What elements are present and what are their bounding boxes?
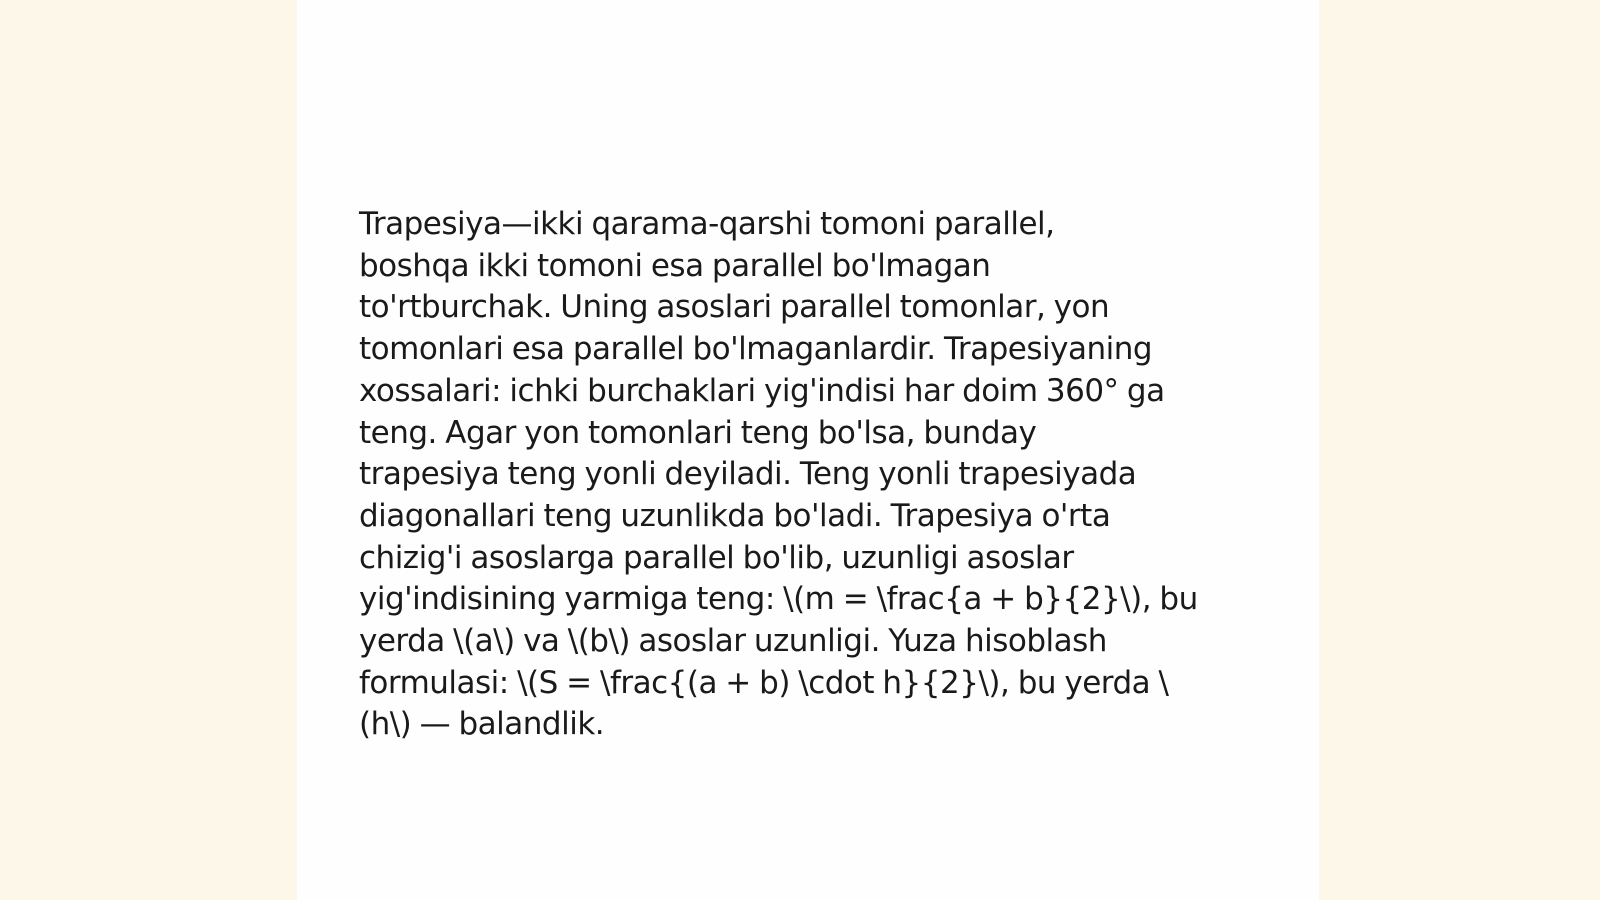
text-line: boshqa ikki tomoni esa parallel bo'lmagan <box>359 247 991 284</box>
slide-canvas <box>297 0 1319 900</box>
text-line: (h\) — balandlik. <box>359 706 605 743</box>
text-line: teng. Agar yon tomonlari teng bo'lsa, bunday <box>359 414 1037 451</box>
text-line: diagonallari teng uzunlikda bo'ladi. Trapesiya o'rta <box>359 497 1111 534</box>
text-line: to'rtburchak. Uning asoslari parallel tomonlar, yon <box>359 289 1110 326</box>
text-line: chizig'i asoslarga parallel bo'lib, uzunligi asoslar <box>359 539 1074 576</box>
slide-body-text <box>359 204 1259 746</box>
text-line: formulasi: \(S = \frac{(a + b) \cdot h}{2}\), bu yerda \ <box>359 664 1169 701</box>
text-line: tomonlari esa parallel bo'lmaganlardir. Trapesiyaning <box>359 331 1153 368</box>
text-line: trapesiya teng yonli deyiladi. Teng yonli trapesiyada <box>359 456 1137 493</box>
text-line: xossalari: ichki burchaklari yig'indisi har doim 360° ga <box>359 372 1165 409</box>
text-line: yig'indisining yarmiga teng: \(m = \frac{a + b}{2}\), bu <box>359 581 1198 618</box>
text-line: Trapesiya—ikki qarama-qarshi tomoni parallel, <box>359 206 1055 242</box>
text-line: yerda \(a\) va \(b\) asoslar uzunligi. Yuza hisoblash <box>359 623 1107 660</box>
